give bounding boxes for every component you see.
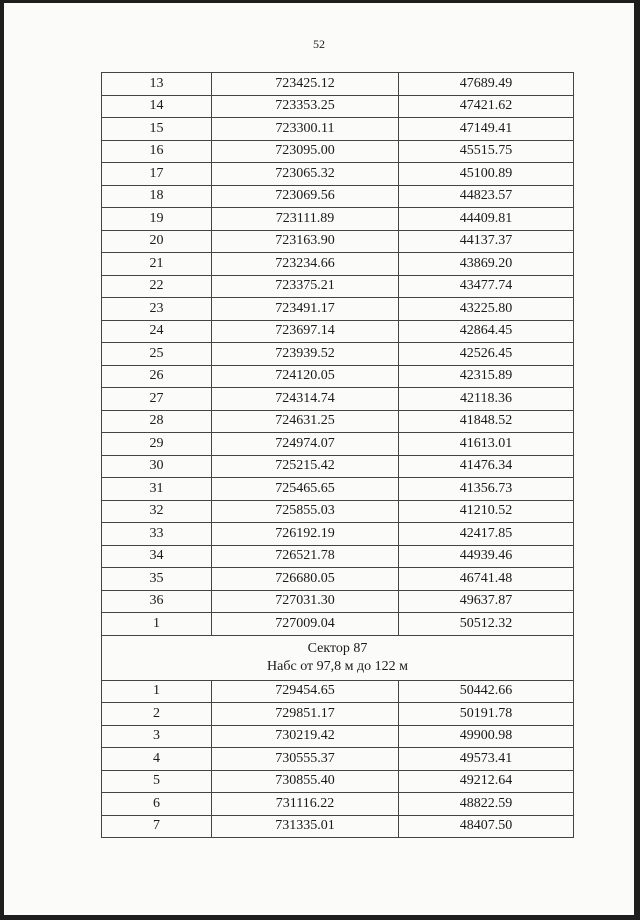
table-row — [102, 118, 574, 141]
point-number-cell: 24 — [102, 320, 212, 343]
y-coordinate-cell: 42864.45 — [399, 320, 574, 343]
table-row — [102, 298, 574, 321]
table-row — [102, 410, 574, 433]
x-coordinate-cell: 725465.65 — [212, 478, 399, 501]
point-number-cell: 19 — [102, 208, 212, 231]
table-row — [102, 770, 574, 793]
point-number-cell: 5 — [102, 770, 212, 793]
point-number-cell: 36 — [102, 590, 212, 613]
table-row — [102, 433, 574, 456]
x-coordinate-cell: 730219.42 — [212, 725, 399, 748]
x-coordinate-cell: 723353.25 — [212, 95, 399, 118]
point-number-cell: 32 — [102, 500, 212, 523]
point-number-cell: 15 — [102, 118, 212, 141]
table-row — [102, 230, 574, 253]
x-coordinate-cell: 727009.04 — [212, 613, 399, 636]
point-number-cell: 33 — [102, 523, 212, 546]
table-row — [102, 455, 574, 478]
x-coordinate-cell: 727031.30 — [212, 590, 399, 613]
x-coordinate-cell: 723163.90 — [212, 230, 399, 253]
point-number-cell: 25 — [102, 343, 212, 366]
x-coordinate-cell: 731335.01 — [212, 815, 399, 838]
point-number-cell: 16 — [102, 140, 212, 163]
y-coordinate-cell: 42118.36 — [399, 388, 574, 411]
x-coordinate-cell: 723234.66 — [212, 253, 399, 276]
x-coordinate-cell: 723939.52 — [212, 343, 399, 366]
table-row — [102, 545, 574, 568]
y-coordinate-cell: 42315.89 — [399, 365, 574, 388]
sector-header-body — [102, 635, 574, 680]
y-coordinate-cell: 45100.89 — [399, 163, 574, 186]
table-row — [102, 140, 574, 163]
table-row — [102, 725, 574, 748]
y-coordinate-cell: 50191.78 — [399, 703, 574, 726]
point-number-cell: 26 — [102, 365, 212, 388]
x-coordinate-cell: 723069.56 — [212, 185, 399, 208]
y-coordinate-cell: 50512.32 — [399, 613, 574, 636]
table-row — [102, 703, 574, 726]
table-body-after-sector — [102, 680, 574, 838]
table-row — [102, 365, 574, 388]
point-number-cell: 2 — [102, 703, 212, 726]
table-row — [102, 590, 574, 613]
point-number-cell: 27 — [102, 388, 212, 411]
y-coordinate-cell: 44137.37 — [399, 230, 574, 253]
table-row — [102, 275, 574, 298]
table-row — [102, 343, 574, 366]
table-row — [102, 815, 574, 838]
table-row — [102, 568, 574, 591]
point-number-cell: 30 — [102, 455, 212, 478]
y-coordinate-cell: 47149.41 — [399, 118, 574, 141]
point-number-cell: 7 — [102, 815, 212, 838]
table-row — [102, 185, 574, 208]
y-coordinate-cell: 45515.75 — [399, 140, 574, 163]
point-number-cell: 18 — [102, 185, 212, 208]
point-number-cell: 1 — [102, 613, 212, 636]
point-number-cell: 1 — [102, 680, 212, 703]
y-coordinate-cell: 43869.20 — [399, 253, 574, 276]
table-body-before-sector — [102, 73, 574, 636]
y-coordinate-cell: 42417.85 — [399, 523, 574, 546]
y-coordinate-cell: 50442.66 — [399, 680, 574, 703]
y-coordinate-cell: 44939.46 — [399, 545, 574, 568]
x-coordinate-cell: 723300.11 — [212, 118, 399, 141]
x-coordinate-cell: 724120.05 — [212, 365, 399, 388]
table-row — [102, 320, 574, 343]
y-coordinate-cell: 44823.57 — [399, 185, 574, 208]
table-row — [102, 680, 574, 703]
point-number-cell: 14 — [102, 95, 212, 118]
sector-header-row — [102, 635, 574, 680]
y-coordinate-cell: 49637.87 — [399, 590, 574, 613]
point-number-cell: 17 — [102, 163, 212, 186]
x-coordinate-cell: 726521.78 — [212, 545, 399, 568]
x-coordinate-cell: 726192.19 — [212, 523, 399, 546]
y-coordinate-cell: 41210.52 — [399, 500, 574, 523]
table-row — [102, 523, 574, 546]
point-number-cell: 4 — [102, 748, 212, 771]
x-coordinate-cell: 725215.42 — [212, 455, 399, 478]
table-row — [102, 95, 574, 118]
point-number-cell: 20 — [102, 230, 212, 253]
point-number-cell: 31 — [102, 478, 212, 501]
y-coordinate-cell: 41356.73 — [399, 478, 574, 501]
x-coordinate-cell: 724974.07 — [212, 433, 399, 456]
x-coordinate-cell: 723491.17 — [212, 298, 399, 321]
table-row — [102, 478, 574, 501]
y-coordinate-cell: 43225.80 — [399, 298, 574, 321]
table-row — [102, 163, 574, 186]
y-coordinate-cell: 49900.98 — [399, 725, 574, 748]
table-row — [102, 613, 574, 636]
y-coordinate-cell: 48822.59 — [399, 793, 574, 816]
y-coordinate-cell: 49212.64 — [399, 770, 574, 793]
y-coordinate-cell: 41613.01 — [399, 433, 574, 456]
sector-title: Сектор 87 — [307, 640, 368, 656]
table-row — [102, 73, 574, 96]
table-row — [102, 388, 574, 411]
y-coordinate-cell: 48407.50 — [399, 815, 574, 838]
point-number-cell: 23 — [102, 298, 212, 321]
x-coordinate-cell: 723065.32 — [212, 163, 399, 186]
x-coordinate-cell: 731116.22 — [212, 793, 399, 816]
table-row — [102, 253, 574, 276]
x-coordinate-cell: 723697.14 — [212, 320, 399, 343]
y-coordinate-cell: 44409.81 — [399, 208, 574, 231]
x-coordinate-cell: 730855.40 — [212, 770, 399, 793]
y-coordinate-cell: 41848.52 — [399, 410, 574, 433]
x-coordinate-cell: 723375.21 — [212, 275, 399, 298]
point-number-cell: 21 — [102, 253, 212, 276]
document-page — [4, 3, 634, 915]
x-coordinate-cell: 723111.89 — [212, 208, 399, 231]
y-coordinate-cell: 47421.62 — [399, 95, 574, 118]
page-number: 52 — [313, 37, 325, 51]
x-coordinate-cell: 724314.74 — [212, 388, 399, 411]
point-number-cell: 22 — [102, 275, 212, 298]
y-coordinate-cell: 43477.74 — [399, 275, 574, 298]
coordinates-table — [101, 72, 574, 838]
point-number-cell: 35 — [102, 568, 212, 591]
y-coordinate-cell: 47689.49 — [399, 73, 574, 96]
table-row — [102, 208, 574, 231]
x-coordinate-cell: 729851.17 — [212, 703, 399, 726]
sector-elevation-range: Набс от 97,8 м до 122 м — [267, 658, 408, 674]
table-row — [102, 793, 574, 816]
x-coordinate-cell: 726680.05 — [212, 568, 399, 591]
x-coordinate-cell: 724631.25 — [212, 410, 399, 433]
table-row — [102, 500, 574, 523]
point-number-cell: 29 — [102, 433, 212, 456]
x-coordinate-cell: 723095.00 — [212, 140, 399, 163]
point-number-cell: 3 — [102, 725, 212, 748]
point-number-cell: 34 — [102, 545, 212, 568]
x-coordinate-cell: 725855.03 — [212, 500, 399, 523]
table-row — [102, 748, 574, 771]
x-coordinate-cell: 723425.12 — [212, 73, 399, 96]
x-coordinate-cell: 730555.37 — [212, 748, 399, 771]
y-coordinate-cell: 41476.34 — [399, 455, 574, 478]
x-coordinate-cell: 729454.65 — [212, 680, 399, 703]
sector-header-cell — [102, 635, 574, 680]
point-number-cell: 13 — [102, 73, 212, 96]
point-number-cell: 6 — [102, 793, 212, 816]
y-coordinate-cell: 46741.48 — [399, 568, 574, 591]
point-number-cell: 28 — [102, 410, 212, 433]
y-coordinate-cell: 42526.45 — [399, 343, 574, 366]
y-coordinate-cell: 49573.41 — [399, 748, 574, 771]
